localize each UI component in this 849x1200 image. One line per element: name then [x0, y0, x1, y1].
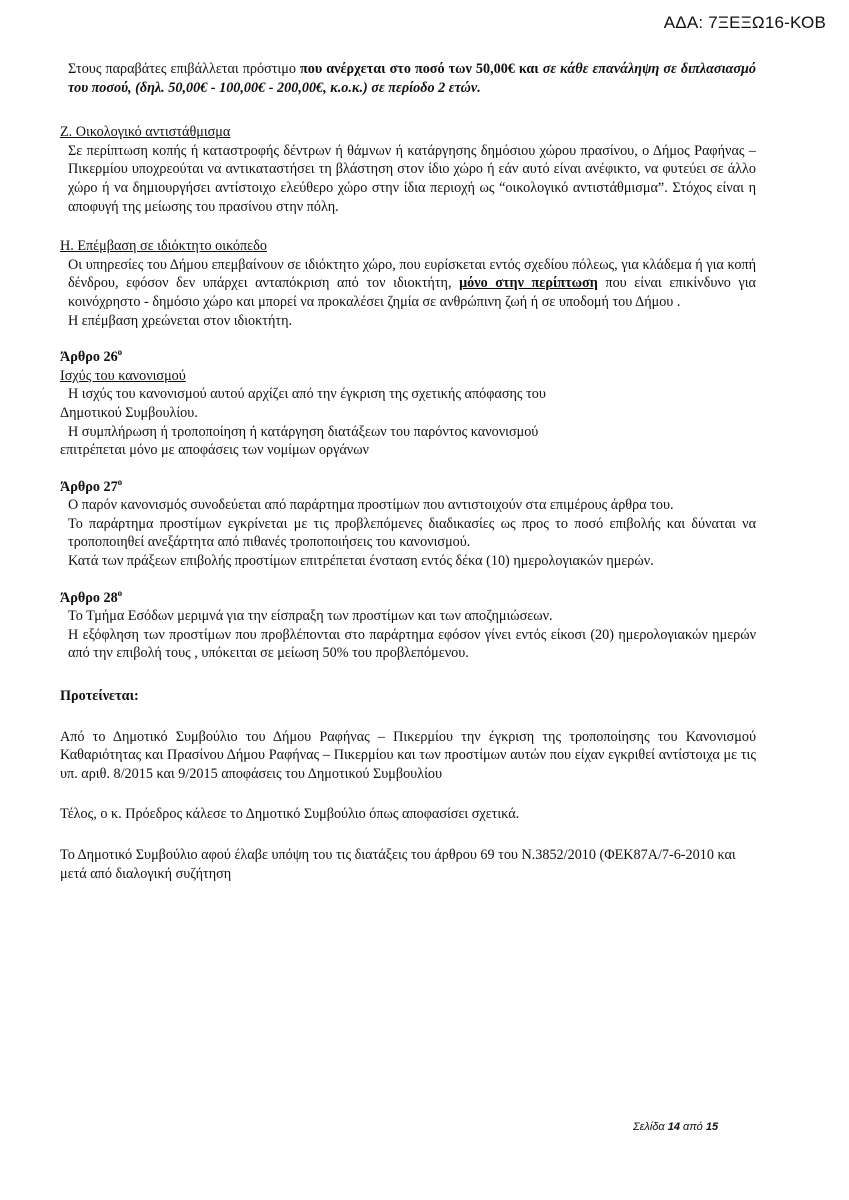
fine-text-bold: που ανέρχεται στο ποσό των 50,00€ και [299, 61, 543, 77]
page-number-mid: από [679, 1121, 706, 1133]
page-number-total: 15 [705, 1121, 719, 1133]
article-28-line1: Το Τμήμα Εσόδων μεριμνά για την είσπραξη των προστίμων και των αποζημιώσεων. [68, 608, 553, 625]
article-27-sup: ο [117, 476, 123, 487]
article-27-title [60, 478, 756, 497]
proposal-paragraph2: Τέλος, ο κ. Πρόεδρος κάλεσε το Δημοτικό Συμβούλιο όπως αποφασίσει σχετικά. [60, 806, 520, 823]
article-26-line2: Δημοτικού Συμβουλίου. [60, 404, 198, 421]
article-26-line1: Η ισχύς του κανονισμού αυτού αρχίζει από την έγκριση της σχετικής απόφασης του [68, 386, 546, 403]
article-27-line1: Ο παρόν κανονισμός συνοδεύεται από παράρτημα προστίμων που αντιστοιχούν στα επιμέρους άρθρα του. [68, 497, 674, 514]
fine-text-bold-italic: σε κάθε επανάληψη σε διπλασιασμό του ποσού, (δηλ. 50,00€ - 100,00€ - 200,00€, κ.ο.κ.) σε περίοδο 2 ετών. [68, 61, 756, 96]
article-28-title [60, 589, 756, 608]
article-27-line3: Κατά των πράξεων επιβολής προστίμων επιτρέπεται ένσταση εντός δέκα (10) ημερολογιακών ημερών. [68, 553, 654, 570]
article-26-sup: ο [117, 347, 123, 358]
article-27-title-text: Άρθρο 27 [60, 478, 118, 495]
section-h-text [60, 256, 756, 312]
article-26-title-text: Άρθρο 26 [60, 349, 118, 366]
article-26-subtitle: Ισχύς του κανονισμού [60, 367, 186, 384]
article-28-line2: Η εξόφληση των προστίμων που προβλέπονται στο παράρτημα εφόσον γίνει εντός είκοσι (20) ημερολογιακών ημερών από την επιβολή τους , υπόκειται σε μείωση 50% του προβλεπόμενου. [68, 626, 756, 662]
page-number-pre: Σελίδα [633, 1121, 668, 1133]
section-h-heading: Η. Επέμβαση σε ιδιόκτητο οικόπεδο [60, 238, 267, 255]
fine-paragraph [60, 60, 756, 97]
page-number [633, 1121, 718, 1133]
proposal-paragraph3: Το Δημοτικό Συμβούλιο αφού έλαβε υπόψη του τις διατάξεις του άρθρου 69 του Ν.3852/2010 (ΦΕΚ87Α/7-6-2010 και μετά από διαλογική συζήτηση [60, 847, 736, 882]
fine-text: Στους παραβάτες επιβάλλεται πρόστιμο [68, 61, 300, 77]
article-26-line4: επιτρέπεται μόνο με αποφάσεις των νομίμων οργάνων [60, 442, 369, 459]
article-28-sup: ο [117, 587, 123, 598]
page-number-current: 14 [667, 1121, 680, 1133]
section-h-text-pre: Οι υπηρεσίες του Δήμου επεμβαίνουν σε ιδιόκτητο χώρο, που ευρίσκεται εντός σχεδίου πόλεως, για κλάδεμα ή για κοπή δένδρου, εφόσον δεν υπάρχει ανταπόκριση από τον ιδιοκτήτη, [68, 256, 756, 292]
document-body [60, 60, 756, 883]
article-26-title [60, 348, 756, 367]
section-h-text-post: που είναι επικίνδυνο για κοινόχρηστο - δημόσιο χώρο και μπορεί να προκαλέσει ζημία σε ανθρώπινη ζωή ή σε υποδομή του Δήμου . [68, 275, 756, 310]
section-h-text2: Η επέμβαση χρεώνεται στον ιδιοκτήτη. [68, 312, 293, 329]
proposal-paragraph1: Από το Δημοτικό Συμβούλιο του Δήμου Ραφήνας – Πικερμίου την έγκριση της τροποποίησης του Κανονισμού Καθαριότητας και Πρασίνου Δήμου Ραφήνας – Πικερμίου και των προστίμων αυτών που είχαν εγκριθεί αντίστοιχα με τις υπ. αριθ. 8/2015 και 9/2015 αποφάσεις του Δημοτικού Συμβουλίου [60, 728, 756, 782]
section-z-heading: Ζ. Οικολογικό αντιστάθμισμα [60, 124, 231, 141]
section-h-emphasis: μόνο στην περίπτωση [459, 275, 598, 292]
proposal-heading: Προτείνεται: [60, 688, 139, 705]
article-28-title-text: Άρθρο 28 [60, 589, 118, 606]
article-27-line2: Το παράρτημα προστίμων εγκρίνεται με τις προβλεπόμενες διαδικασίες ως προς το ποσό επιβολής και δύναται να τροποποιηθεί ανεξάρτητα από πιθανές τροποποιήσεις του κανονισμού. [68, 515, 756, 551]
article-26-line3: Η συμπλήρωση ή τροποποίηση ή κατάργηση διατάξεων του παρόντος κανονισμού [68, 423, 539, 440]
section-z-text: Σε περίπτωση κοπής ή καταστροφής δέντρων ή θάμνων ή κατάργησης δημόσιου χώρου πρασίνου, ο Δήμος Ραφήνας – Πικερμίου υποχρεούται να αντικαταστήσει τη βλάστηση στον ίδιο χώρο ή εάν αυτό είναι ανέφικτο, να φυτεύει σε άλλο χώρο ή να δημιουργήσει αντίστοιχο ελεύθερο χώρο στην ίδια περιοχή ως “οικολογικό αντιστάθμισμα”. Στόχος είναι η αποφυγή της μείωσης του πρασίνου στην πόλη. [68, 142, 756, 215]
ada-code: ΑΔΑ: 7ΞΕΞΩ16-ΚΟΒ [663, 13, 826, 32]
